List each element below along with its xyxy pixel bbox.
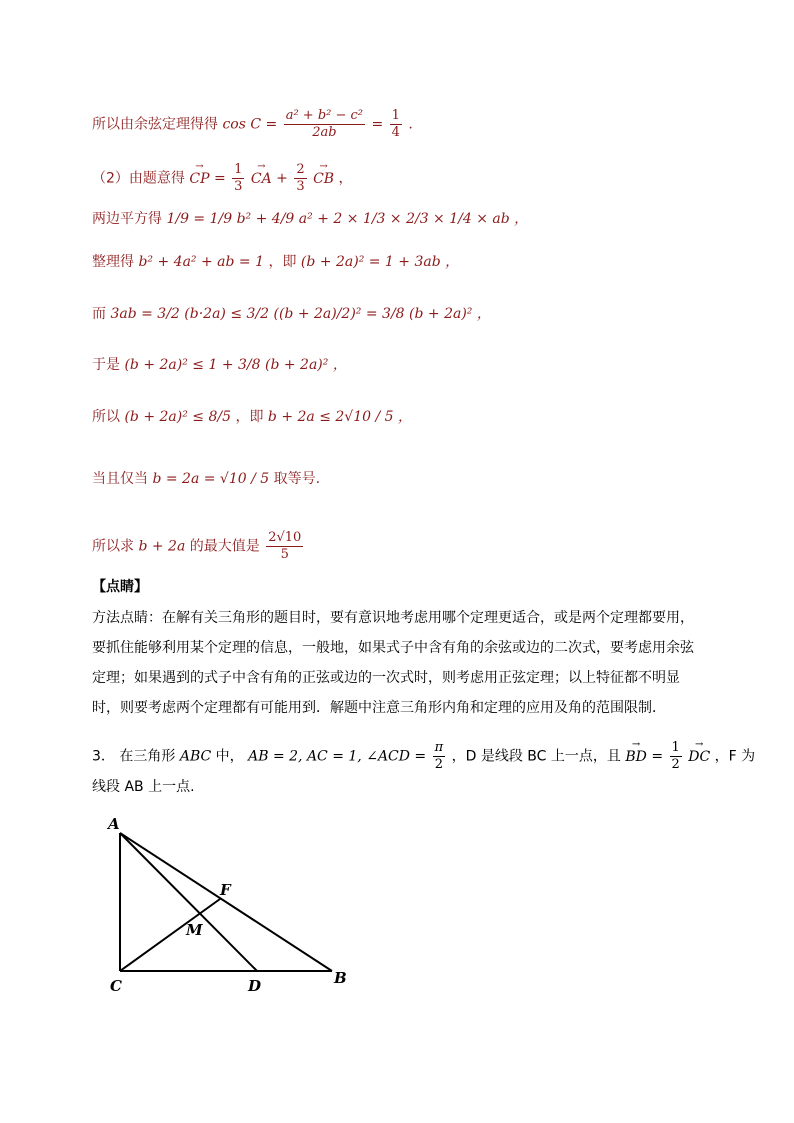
line1-end: . xyxy=(408,116,413,133)
problem3-text-d: ，F 为 xyxy=(714,748,756,765)
line2-vec-cp: → CP xyxy=(189,170,209,188)
line3-prefix: 两边平方得 xyxy=(92,211,162,227)
solution-line-equality xyxy=(92,470,320,488)
line8-expr: b = 2a = √10 / 5 xyxy=(152,471,270,487)
problem3-line1 xyxy=(92,740,755,773)
line1-numerator: a² + b² − c² xyxy=(285,108,364,123)
dianjing-body: 方法点睛：在解有关三角形的题目时，要有意识地考虑用哪个定理更适合，或是两个定理都要用，要抓住能够利用某个定理的信息，一般地，如果式子中含有角的余弦或边的二次式，要考虑用余弦定理；如果遇到的式子中含有角的正弦或边的一次式时，则考虑用正弦定理；以上特征都不明显时，则要考虑两个定理都有可能用到．解题中注意三角形内角和定理的应用及角的范围限制． xyxy=(92,610,694,716)
line2-f1-num: 1 xyxy=(234,162,243,177)
line2-f2-num: 2 xyxy=(296,162,305,177)
problem3-text-c: ，D 是线段 BC 上一点，且 xyxy=(451,748,621,765)
line4-prefix: 整理得 xyxy=(92,254,134,270)
problem3-half xyxy=(670,740,682,773)
line7-expr2: b + 2a ≤ 2√10 / 5 ， xyxy=(267,409,413,425)
problem3-half-num: 1 xyxy=(671,740,680,755)
problem3-text-a: 在三角形 xyxy=(119,748,176,765)
problem3-pi: π xyxy=(434,740,444,755)
problem3-number: 3． xyxy=(92,748,115,765)
solution-line-vector xyxy=(92,162,353,195)
line2-prefix: （2）由题意得 xyxy=(92,170,185,187)
line8-prefix: 当且仅当 xyxy=(92,471,148,487)
problem3-line2: 线段 AB 上一点. xyxy=(92,779,195,795)
problem3-tri: ABC xyxy=(179,748,212,765)
line2-vec-cb: → CB xyxy=(313,170,334,188)
label-f: F xyxy=(220,881,231,899)
line4-expr2: (b + 2a)² = 1 + 3ab ， xyxy=(300,254,460,270)
line9-mid: 的最大值是 xyxy=(189,538,260,555)
problem3-vec-dc: → DC xyxy=(688,748,710,766)
line7-expr: (b + 2a)² ≤ 8/5 xyxy=(124,409,231,425)
line1-expr-left: cos C = xyxy=(222,116,278,133)
label-m: M xyxy=(186,921,203,939)
solution-line-therefore xyxy=(92,356,347,374)
problem3-eq: = xyxy=(651,748,668,765)
line4-expr: b² + 4a² + ab = 1 xyxy=(138,254,265,270)
line1-result-num: 1 xyxy=(391,108,400,123)
line6-prefix: 于是 xyxy=(92,357,120,373)
line2-eq: = xyxy=(213,170,231,187)
label-d: D xyxy=(248,977,262,995)
segment-cf xyxy=(120,899,220,971)
problem3-vec-bd: → BD xyxy=(625,748,647,766)
solution-line-max xyxy=(92,530,305,563)
triangle-figure xyxy=(100,815,360,1015)
solution-line-cosine xyxy=(92,108,413,141)
line2-end: ， xyxy=(338,170,353,187)
line1-fraction xyxy=(284,108,365,141)
line1-result-den: 4 xyxy=(391,125,400,140)
line5-expr: 3ab = 3/2 (b·2a) ≤ 3/2 ((b + 2a)/2)² = 3/8 (b + 2a)² ， xyxy=(110,306,491,322)
problem3-cond: AB = 2, AC = 1, ∠ACD = xyxy=(248,748,431,765)
line3-expr: 1/9 = 1/9 b² + 4/9 a² + 2 × 1/3 × 2/3 × 1/4 × ab ， xyxy=(166,211,529,227)
problem3-two: 2 xyxy=(434,757,444,772)
solution-line-inequality xyxy=(92,305,491,323)
line1-result-fraction xyxy=(390,108,402,141)
line9-prefix: 所以求 xyxy=(92,538,134,555)
line2-plus: + xyxy=(276,170,293,187)
solution-line-bound xyxy=(92,408,412,426)
line1-denominator: 2ab xyxy=(312,125,337,140)
line7-mid: ，即 xyxy=(235,409,264,425)
line4-mid: ，即 xyxy=(268,254,297,270)
label-a: A xyxy=(108,815,120,833)
line2-f2-den: 3 xyxy=(296,179,305,194)
segment-ab xyxy=(120,833,332,971)
line9-expr: b + 2a xyxy=(138,538,186,555)
line7-prefix: 所以 xyxy=(92,409,120,425)
line1-prefix: 所以由余弦定理得得 xyxy=(92,116,218,133)
label-c: C xyxy=(110,977,122,995)
problem3-text-b: 中， xyxy=(215,748,244,765)
line2-vec-ca: → CA xyxy=(251,170,272,188)
line2-frac2 xyxy=(294,162,306,195)
line9-fraction xyxy=(266,530,303,563)
line5-prefix: 而 xyxy=(92,306,106,322)
segment-ad xyxy=(120,833,257,971)
line2-f1-den: 3 xyxy=(234,179,243,194)
line6-expr: (b + 2a)² ≤ 1 + 3/8 (b + 2a)² ， xyxy=(124,357,347,373)
label-b: B xyxy=(334,969,347,987)
problem3-angle-fraction xyxy=(433,740,446,773)
dianjing-heading: 【点睛】 xyxy=(92,579,148,595)
line9-den: 5 xyxy=(280,547,289,562)
solution-line-simplify xyxy=(92,253,459,271)
problem3-half-den: 2 xyxy=(671,757,680,772)
line1-eq: = xyxy=(371,116,384,133)
line9-num: 2√10 xyxy=(268,530,302,545)
line8-suffix: 取等号. xyxy=(273,471,321,487)
solution-line-square xyxy=(92,210,528,228)
line2-frac1 xyxy=(232,162,244,195)
